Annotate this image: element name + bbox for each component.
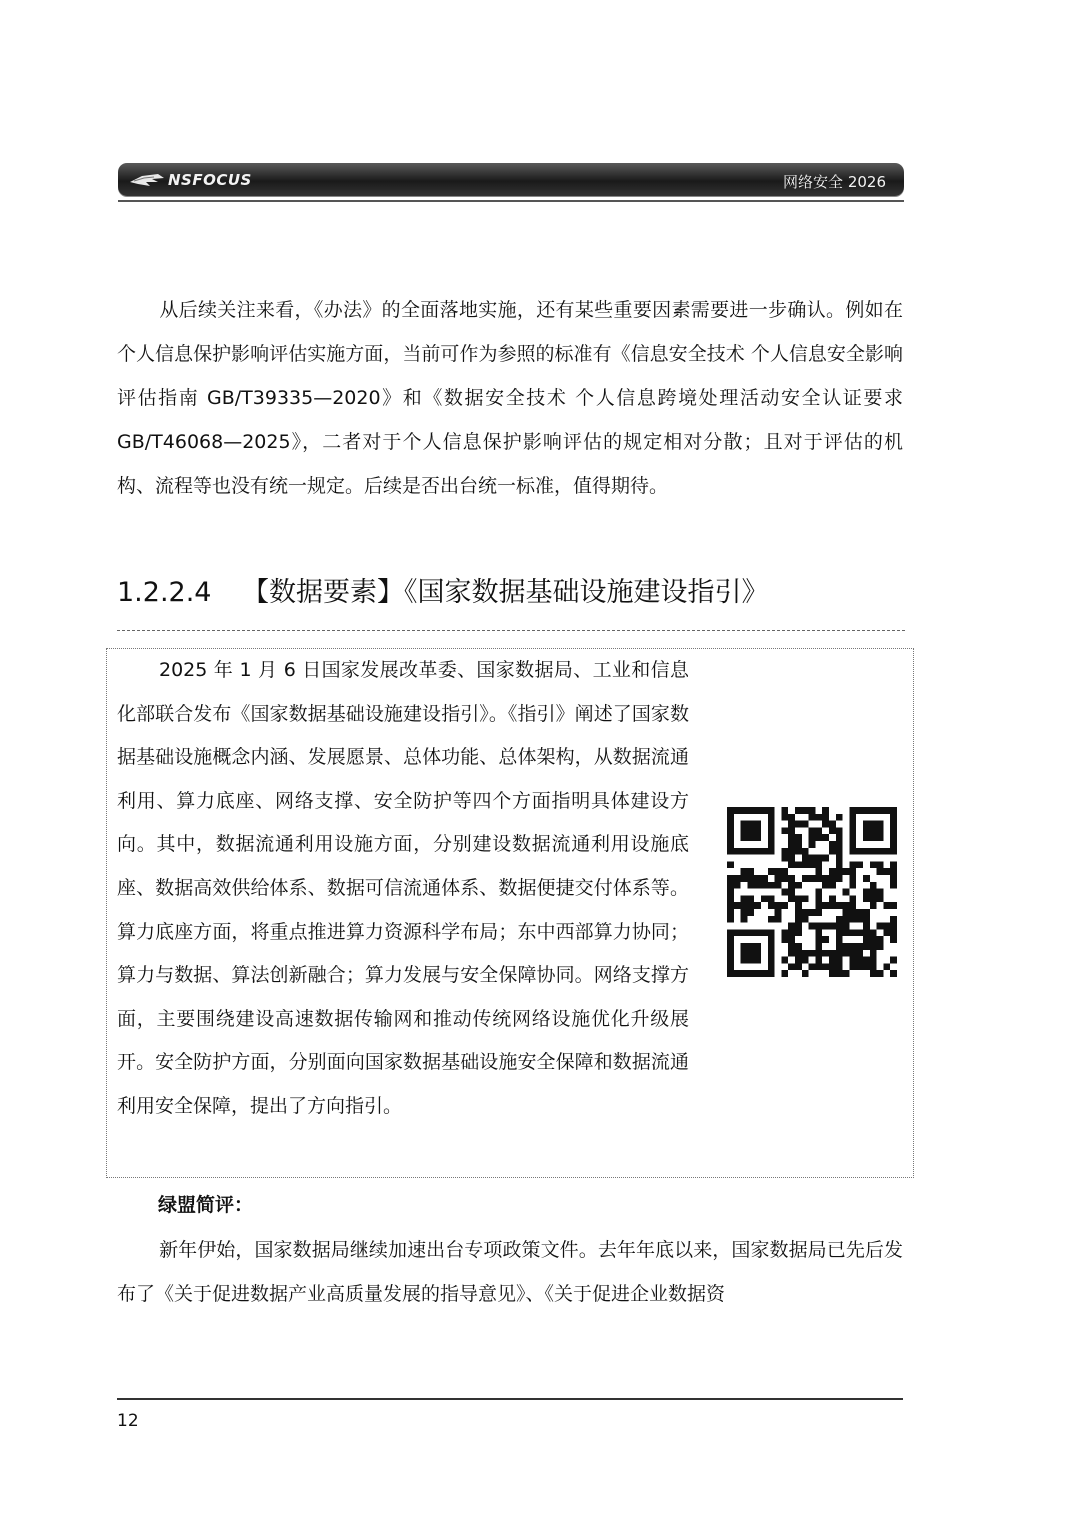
comment-paragraph	[117, 1228, 903, 1316]
intro-paragraph-text: 从后续关注来看，《办法》的全面落地实施，还有某些重要因素需要进一步确认。例如在个人信息保护影响评估实施方面，当前可作为参照的标准有《信息安全技术 个人信息安全影响评估指南 GB/T39335—2020》和《数据安全技术 个人信息跨境处理活动安全认证要求 GB/T46068—2025》，二者对于个人信息保护影响评估的规定相对分散；且对于评估的机构、流程等也没有统一规定。后续是否出台统一标准，值得期待。	[117, 299, 903, 497]
summary-box	[106, 648, 914, 1178]
summary-text	[117, 649, 689, 1129]
page-number: 12	[117, 1411, 139, 1431]
header-title: 网络安全 2026	[783, 173, 886, 191]
comment-label: 绿盟简评：	[158, 1194, 254, 1216]
section-number: 1.2.2.4	[117, 577, 212, 608]
section-title: 【数据要素】《国家数据基础设施建设指引》	[242, 577, 769, 608]
section-heading	[117, 570, 769, 616]
header-divider	[118, 200, 904, 202]
eagle-logo-icon	[128, 170, 166, 190]
summary-text-content: 2025 年 1 月 6 日国家发展改革委、国家数据局、工业和信息化部联合发布《国家数据基础设施建设指引》。《指引》阐述了国家数据基础设施概念内涵、发展愿景、总体功能、总体架构，从数据流通利用、算力底座、网络支撑、安全防护等四个方面指明具体建设方向。其中，数据流通利用设施方面，分别建设数据流通利用设施底座、数据高效供给体系、数据可信流通体系、数据便捷交付体系等。算力底座方面，将重点推进算力资源科学布局；东中西部算力协同；算力与数据、算法创新融合；算力发展与安全保障协同。网络支撑方面，主要围绕建设高速数据传输网和推动传统网络设施优化升级展开。安全防护方面，分别面向国家数据基础设施安全保障和数据流通利用安全保障，提出了方向指引。	[117, 659, 689, 1117]
section-divider	[117, 630, 905, 631]
logo-text: NSFOCUS	[168, 170, 252, 189]
comment-paragraph-text: 新年伊始，国家数据局继续加速出台专项政策文件。去年年底以来，国家数据局已先后发布了《关于促进数据产业高质量发展的指导意见》、《关于促进企业数据资	[117, 1239, 903, 1305]
footer-divider	[117, 1398, 903, 1400]
qr-code-icon[interactable]	[727, 807, 897, 977]
nsfocus-logo	[128, 168, 252, 191]
intro-paragraph	[117, 288, 903, 508]
page-header	[118, 163, 904, 196]
